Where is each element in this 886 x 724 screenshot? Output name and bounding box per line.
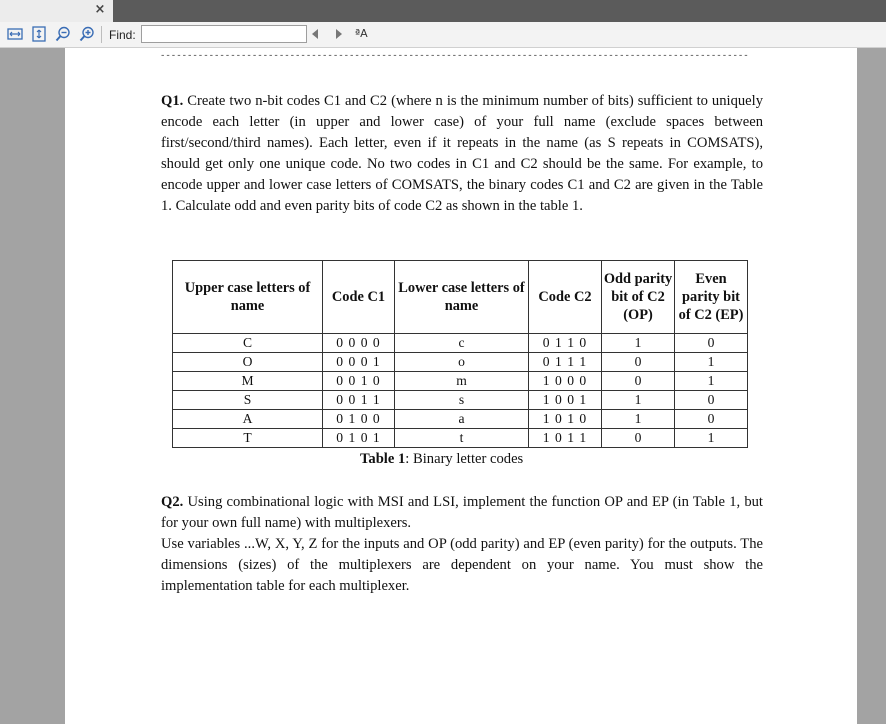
cell-op: 0 [602, 353, 675, 372]
cell-upper: C [173, 334, 323, 353]
cell-c2: 1 0 1 0 [529, 410, 602, 429]
table-row [173, 429, 748, 448]
table-row [173, 353, 748, 372]
window-title-bar [0, 0, 886, 22]
cell-upper: M [173, 372, 323, 391]
cell-lower: t [395, 429, 529, 448]
cell-lower: c [395, 334, 529, 353]
cell-op: 0 [602, 372, 675, 391]
cell-c1: 0 0 1 0 [323, 372, 395, 391]
header-upper-case: Upper case letters of name [173, 261, 323, 334]
close-button[interactable]: × [94, 2, 106, 17]
cell-c2: 0 1 1 1 [529, 353, 602, 372]
cell-c1: 0 0 0 0 [323, 334, 395, 353]
cell-upper: A [173, 410, 323, 429]
cell-upper: O [173, 353, 323, 372]
find-previous-icon[interactable] [309, 27, 321, 41]
cell-ep: 1 [675, 429, 748, 448]
question-1-label: Q1. [161, 93, 184, 109]
cell-c1: 0 1 0 0 [323, 410, 395, 429]
cell-upper: S [173, 391, 323, 410]
cell-c1: 0 0 1 1 [323, 391, 395, 410]
find-next-icon[interactable] [333, 27, 345, 41]
question-2-text-2: Use variables ...W, X, Y, Z for the inputs and OP (odd parity) and EP (even parity) for the outputs. The dimensions (sizes) of the multiplexers are dependent on your name. You must show the implementation table for each multiplexer. [161, 536, 763, 594]
cell-c1: 0 1 0 1 [323, 429, 395, 448]
find-input[interactable] [141, 25, 307, 43]
table-caption [360, 451, 523, 468]
table-row [173, 391, 748, 410]
cell-lower: a [395, 410, 529, 429]
cell-op: 1 [602, 334, 675, 353]
cell-lower: o [395, 353, 529, 372]
cell-op: 1 [602, 391, 675, 410]
cell-c1: 0 0 0 1 [323, 353, 395, 372]
cell-c2: 0 1 1 0 [529, 334, 602, 353]
cell-upper: T [173, 429, 323, 448]
table-row [173, 372, 748, 391]
find-label: Find: [109, 28, 136, 42]
cell-c2: 1 0 0 1 [529, 391, 602, 410]
highlight-all-button[interactable]: ªA [355, 27, 368, 40]
header-even-parity: Even parity bit of C2 (EP) [675, 261, 748, 334]
question-1 [161, 91, 763, 217]
table-caption-text: : Binary letter codes [405, 451, 524, 467]
cell-lower: m [395, 372, 529, 391]
cell-ep: 0 [675, 410, 748, 429]
fit-width-icon[interactable] [7, 26, 23, 42]
toolbar-separator [101, 26, 102, 43]
document-page [65, 48, 857, 724]
question-1-text: Create two n-bit codes C1 and C2 (where n is the minimum number of bits) sufficient to uniquely encode each letter (in upper and lower case) of your full name (exclude spaces between first/second/third names). Each letter, even if it repeats in the name (as S repeats in COMSATS), should get only one unique code. No two codes in C1 and C2 should be the same. For example, to encode upper and lower case letters of COMSATS, the binary codes C1 and C2 are given in the Table 1. Calculate odd and even parity bits of code C2 as shown in the table 1. [161, 93, 763, 214]
question-2-text-1: Using combinational logic with MSI and LSI, implement the function OP and EP (in Table 1, but for your own full name) with multiplexers. [161, 494, 763, 531]
cell-op: 0 [602, 429, 675, 448]
zoom-in-icon[interactable] [79, 26, 95, 42]
table-header-row [173, 261, 748, 334]
cell-ep: 0 [675, 334, 748, 353]
table-caption-label: Table 1 [360, 451, 406, 467]
fit-page-icon[interactable] [31, 26, 47, 42]
separator-rule: ------------------------------------------------------------------------------------------------------------- [160, 51, 749, 61]
cell-ep: 0 [675, 391, 748, 410]
cell-op: 1 [602, 410, 675, 429]
table-row [173, 410, 748, 429]
binary-codes-table [172, 260, 748, 448]
header-code-c1: Code C1 [323, 261, 395, 334]
cell-lower: s [395, 391, 529, 410]
cell-ep: 1 [675, 353, 748, 372]
header-code-c2: Code C2 [529, 261, 602, 334]
question-2 [161, 492, 763, 597]
cell-c2: 1 0 1 1 [529, 429, 602, 448]
table-row [173, 334, 748, 353]
header-odd-parity: Odd parity bit of C2 (OP) [602, 261, 675, 334]
cell-ep: 1 [675, 372, 748, 391]
zoom-out-icon[interactable] [55, 26, 71, 42]
cell-c2: 1 0 0 0 [529, 372, 602, 391]
question-2-label: Q2. [161, 494, 184, 510]
header-lower-case: Lower case letters of name [395, 261, 529, 334]
viewer-toolbar [0, 22, 886, 48]
